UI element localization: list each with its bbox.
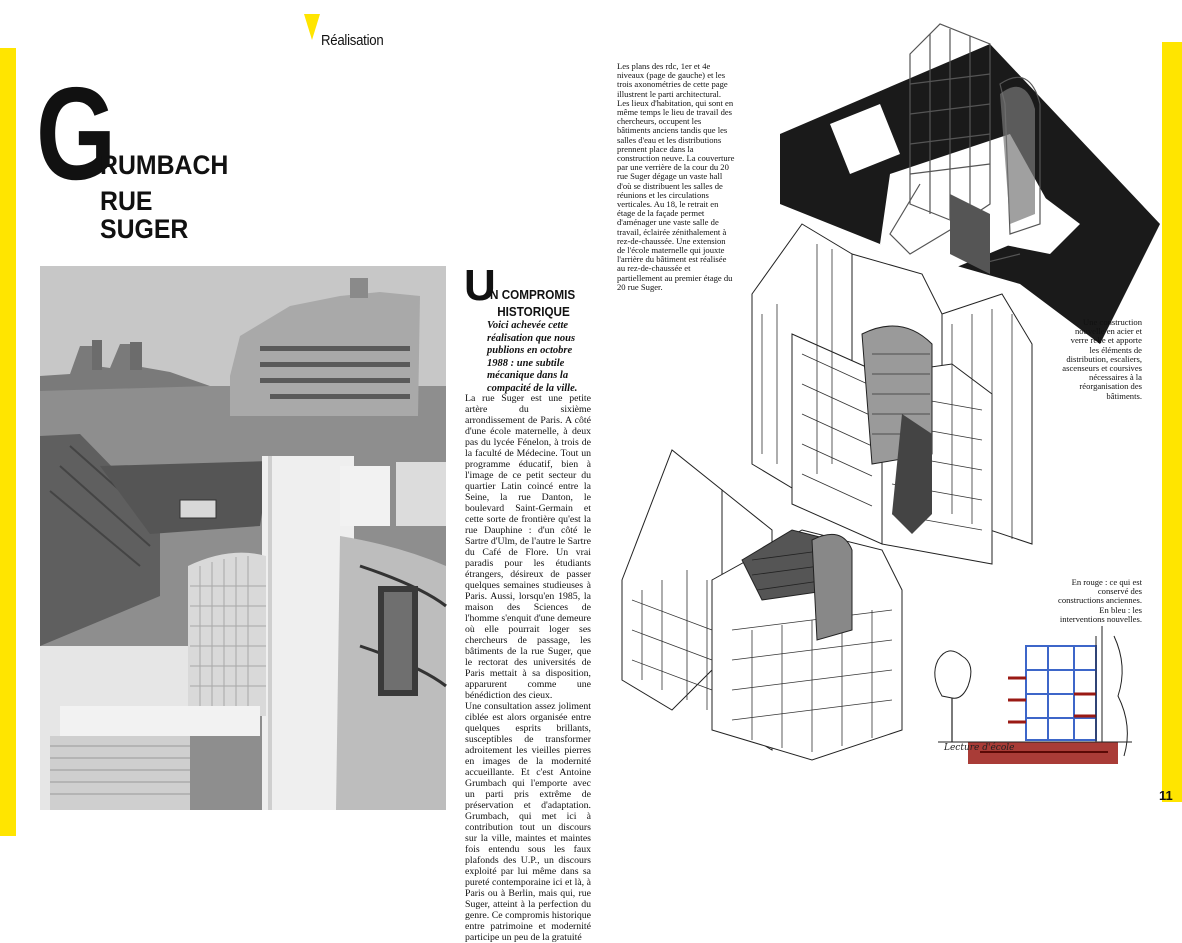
section-marker-triangle	[304, 14, 320, 40]
caption-new-construction: Une construction nouvelle en acier et verre relie et apporte les éléments de distribution, escaliers, ascenseurs et coursives nécessaires à la réorganisation des bâtiments.	[1062, 317, 1142, 401]
article-lead: Voici achevée cette réalisation que nous publions en octobre 1988 : une subtile mécanique dans la compacité de la ville.	[487, 320, 578, 394]
section-label: Réalisation	[321, 32, 384, 49]
axonometric-lower-drawing	[612, 430, 912, 775]
building-photograph	[40, 266, 446, 810]
headline-initial-letter: U	[464, 261, 496, 310]
headline-line-2: HISTORIQUE	[497, 304, 570, 319]
sketch-label: Lecture d'école	[944, 743, 1015, 753]
section-sketch	[928, 616, 1142, 781]
title-line-2: RUE	[100, 186, 153, 216]
headline-line-1: N COMPROMIS	[490, 287, 576, 302]
title-line-3: SUGER	[100, 214, 189, 244]
article-body	[465, 393, 591, 943]
title-initial-letter: G	[36, 60, 113, 207]
caption-plans: Les plans des rdc, 1er et 4e niveaux (page de gauche) et les trois axonométries de cette page illustrent le parti architectural. Les lieux d'habitation, qui sont en même temps le lieu de travail des chercheurs, occupent les bâtiments anciens tandis que les salles d'eau et les distributions prennent place dans la construction neuve. La couverture par une verrière de la cour du 20 rue Suger dégage un vaste hall d'où se distribuent les salles de réunions et les circulations verticales. Au 18, le retrait en étage de la façade permet d'aménager une vaste salle de travail, éclairée zénithalement à rez-de-chaussée. Une extension de l'école maternelle qui jouxte l'arrière du bâtiment est réalisée au rez-de-chaussée et partiellement au premier étage du 20 rue Suger.	[617, 61, 735, 292]
body-paragraph: La rue Suger est une petite artère du sixième arrondissement de Paris. A côté d'une école maternelle, à deux pas du lycée Fénelon, à trois de la faculté de Médecine. Tout un programme éducatif, bien à l'image de ce petit secteur du quartier Latin coincé entre la Seine, la rue Danton, le boulevard Saint-Germain et cette sorte de frontière qu'est la rue Dauphine : d'un côté le Sartre d'Ulm, de l'autre le Sartre du Café de Flore. Un vrai paradis pour les étudiants étrangers, désireux de passer quelques semaines studieuses à Paris. Aussi, lorsqu'en 1985, la maison des Sciences de l'homme s'enquit d'une demeure où elle pourrait loger ses chercheurs de passage, les bâtiments de la rue Suger, que le rectorat des universités de Paris mettait à sa disposition, apparurent comme une bénédiction des cieux.	[465, 393, 591, 701]
body-paragraph: Une consultation assez joliment ciblée est alors organisée entre quelques esprits brillants, susceptibles de transformer adroitement les vieilles pierres en images de la modernité accueillante. Et c'est Antoine Grumbach qui l'emporte avec un parti pris extrême de préservation et d'adaptation. Grumbach, qui met ici à contribution tout un discours sur la ville, maintes et maintes fois entendu sous les faux plafonds des U.P., un discours exploité par lui même dans sa pureté contemporaine ici et là, à Paris ou à Berlin, mais qui, rue Suger, atteint à la perfection du genre. Ce compromis historique entre patrimoine et modernité participe un peu de la gratuité	[465, 701, 591, 943]
page-number: 11	[1159, 788, 1173, 803]
article-headline	[490, 286, 575, 320]
right-margin-accent-bar	[1162, 42, 1182, 802]
caption-color-legend: En rouge : ce qui est conservé des constructions anciennes. En bleu : les interventions nouvelles.	[1058, 577, 1143, 624]
left-margin-accent-bar	[0, 48, 16, 836]
left-margin-marker	[0, 398, 12, 414]
title-line-1: RUMBACH	[100, 150, 229, 180]
